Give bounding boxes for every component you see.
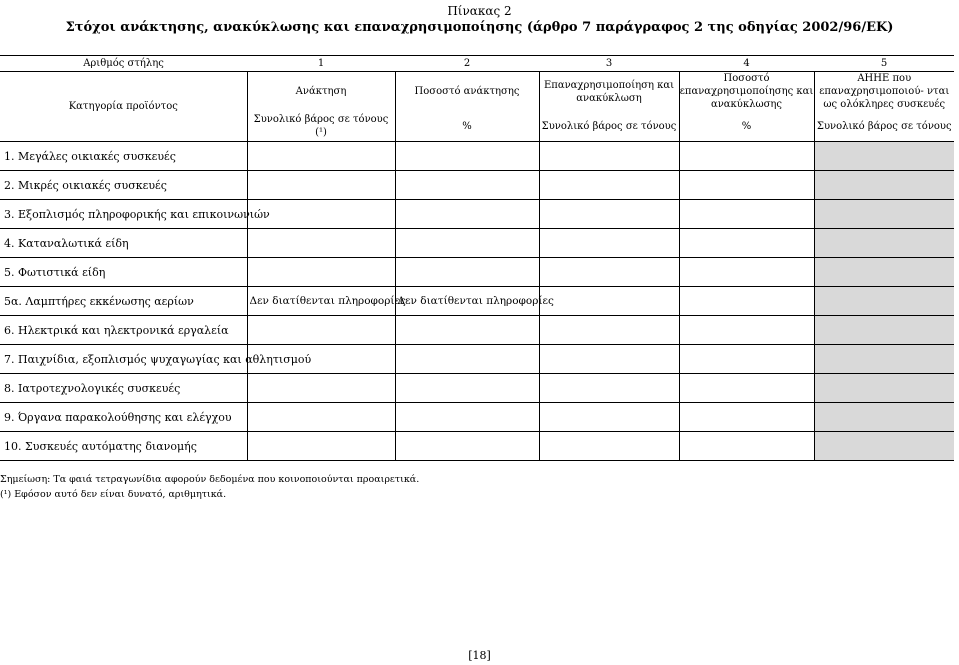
page-number: [18] xyxy=(468,649,491,662)
optional-cell xyxy=(814,171,954,200)
table-row xyxy=(0,345,954,374)
row-category: 10. Συσκευές αυτόματης διανομής xyxy=(0,432,247,461)
whole-appliances-unit: Συνολικό βάρος σε τόνους xyxy=(814,111,954,142)
recovery-rate-header: Ποσοστό ανάκτησης xyxy=(395,72,539,112)
category-header: Κατηγορία προϊόντος xyxy=(0,72,247,142)
note-text: Σημείωση: Τα φαιά τετραγωνίδια αφορούν δεδομένα που κοινοποιούνται προαιρετικά. xyxy=(0,474,420,485)
column-number-row xyxy=(0,56,954,72)
recovery-rate-unit: % xyxy=(395,111,539,142)
optional-cell xyxy=(814,403,954,432)
row-category: 3. Εξοπλισμός πληροφορικής και επικοινωνιών xyxy=(0,200,247,229)
optional-cell xyxy=(814,345,954,374)
table-row xyxy=(0,229,954,258)
column-number-label: Αριθμός στήλης xyxy=(0,56,247,72)
targets-table xyxy=(0,55,954,461)
reuse-recycling-rate-header: Ποσοστό επαναχρησιμοποίησης και ανακύκλωσης xyxy=(679,73,814,110)
recovery-rate-not-available: Δεν διατίθενται πληροφορίες xyxy=(395,287,539,316)
footnote-text: (¹) Εφόσον αυτό δεν είναι δυνατό, αριθμητικά. xyxy=(0,489,227,500)
table-title: Στόχοι ανάκτησης, ανακύκλωσης και επαναχρησιμοποίησης (άρθρο 7 παράγραφος 2 της οδηγίας 2002/96/ΕΚ) xyxy=(65,20,894,35)
table-row xyxy=(0,171,954,200)
row-category: 6. Ηλεκτρικά και ηλεκτρονικά εργαλεία xyxy=(0,316,247,345)
row-category: 1. Μεγάλες οικιακές συσκευές xyxy=(0,142,247,171)
optional-cell xyxy=(814,229,954,258)
row-category: 4. Καταναλωτικά είδη xyxy=(0,229,247,258)
table-row xyxy=(0,142,954,171)
column-number-1: 1 xyxy=(247,56,395,72)
recovery-unit: Συνολικό βάρος σε τόνους (¹) xyxy=(247,111,395,142)
table-label: Πίνακας 2 xyxy=(447,4,512,18)
row-category: 2. Μικρές οικιακές συσκευές xyxy=(0,171,247,200)
row-category: 5. Φωτιστικά είδη xyxy=(0,258,247,287)
reuse-recycling-unit: Συνολικό βάρος σε τόνους xyxy=(539,111,679,142)
table-row xyxy=(0,316,954,345)
recovery-not-available: Δεν διατίθενται πληροφορίες xyxy=(247,287,395,316)
whole-appliances-header: ΑΗΗΕ που επαναχρησιμοποιού- νται ως ολόκληρες συσκευές xyxy=(814,72,954,112)
optional-cell xyxy=(814,200,954,229)
table-row xyxy=(0,374,954,403)
reuse-recycling-header: Επαναχρησιμοποίηση και ανακύκλωση xyxy=(539,72,679,112)
row-category: 8. Ιατροτεχνολογικές συσκευές xyxy=(0,374,247,403)
reuse-recycling-rate-unit: % xyxy=(679,111,814,142)
table-notes xyxy=(0,472,419,502)
table-row xyxy=(0,403,954,432)
optional-cell xyxy=(814,374,954,403)
row-category: 5α. Λαμπτήρες εκκένωσης αερίων xyxy=(0,287,247,316)
table-row xyxy=(0,200,954,229)
column-number-2: 2 xyxy=(395,56,539,72)
optional-cell xyxy=(814,142,954,171)
column-number-4: 4 xyxy=(679,56,814,72)
row-category: 9. Όργανα παρακολούθησης και ελέγχου xyxy=(0,403,247,432)
row-category: 7. Παιχνίδια, εξοπλισμός ψυχαγωγίας και αθλητισμού xyxy=(0,345,247,374)
column-number-5: 5 xyxy=(814,56,954,72)
table-row xyxy=(0,432,954,461)
table-row xyxy=(0,287,954,316)
table-row xyxy=(0,258,954,287)
optional-cell xyxy=(814,432,954,461)
optional-cell xyxy=(814,287,954,316)
header-row-top xyxy=(0,72,954,112)
optional-cell xyxy=(814,316,954,345)
recovery-header: Ανάκτηση xyxy=(247,72,395,112)
optional-cell xyxy=(814,258,954,287)
column-number-3: 3 xyxy=(539,56,679,72)
